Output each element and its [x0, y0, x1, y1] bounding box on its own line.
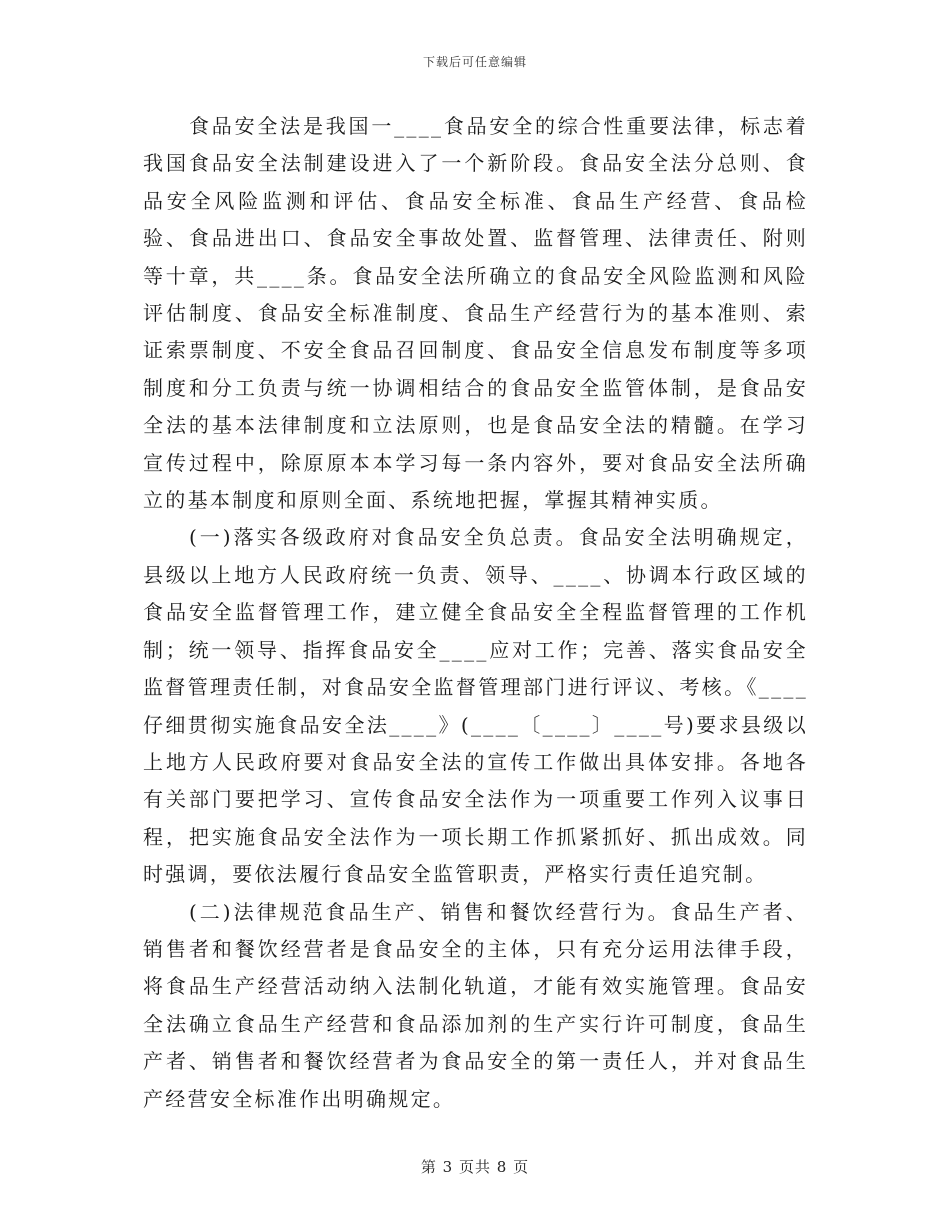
- page-header-note: 下载后可任意编辑: [422, 55, 527, 69]
- paragraph-section-2: (二)法律规范食品生产、销售和餐饮经营行为。食品生产者、销售者和餐饮经营者是食品安全的主体，只有充分运用法律手段，将食品生产经营活动纳入法制化轨道，才能有效实施管理。食品安全法确立食品生产经营和食品添加剂的生产实行许可制度，食品生产者、销售者和餐饮经营者为食品安全的第一责任人，并对食品生产经营安全标准作出明确规定。: [143, 899, 808, 1111]
- page-number-footer: 第 3 页共 8 页: [420, 1158, 530, 1176]
- paragraph-section-1: (一)落实各级政府对食品安全负总责。食品安全法明确规定，县级以上地方人民政府统一负责、领导、____、协调本行政区域的食品安全监督管理工作，建立健全食品安全全程监督管理的工作机制；统一领导、指挥食品安全____应对工作；完善、落实食品安全监督管理责任制，对食品安全监督管理部门进行评议、考核。《____仔细贯彻实施食品安全法____》(____〔____〕____号)要求县级以上地方人民政府要对食品安全法的宣传工作做出具体安排。各地各有关部门要把学习、宣传食品安全法作为一项重要工作列入议事日程，把实施食品安全法作为一项长期工作抓紧抓好、抓出成效。同时强调，要依法履行食品安全监管职责，严格实行责任追究制。: [143, 525, 808, 887]
- paragraph-intro: 食品安全法是我国一____食品安全的综合性重要法律，标志着我国食品安全法制建设进入了一个新阶段。食品安全法分总则、食品安全风险监测和评估、食品安全标准、食品生产经营、食品检验、食品进出口、食品安全事故处置、监督管理、法律责任、附则等十章，共____条。食品安全法所确立的食品安全风险监测和风险评估制度、食品安全标准制度、食品生产经营行为的基本准则、索证索票制度、不安全食品召回制度、食品安全信息发布制度等多项制度和分工负责与统一协调相结合的食品安全监管体制，是食品安全法的基本法律制度和立法原则，也是食品安全法的精髓。在学习宣传过程中，除原原本本学习每一条内容外，要对食品安全法所确立的基本制度和原则全面、系统地把握，掌握其精神实质。: [143, 114, 808, 513]
- document-body: [143, 108, 808, 1118]
